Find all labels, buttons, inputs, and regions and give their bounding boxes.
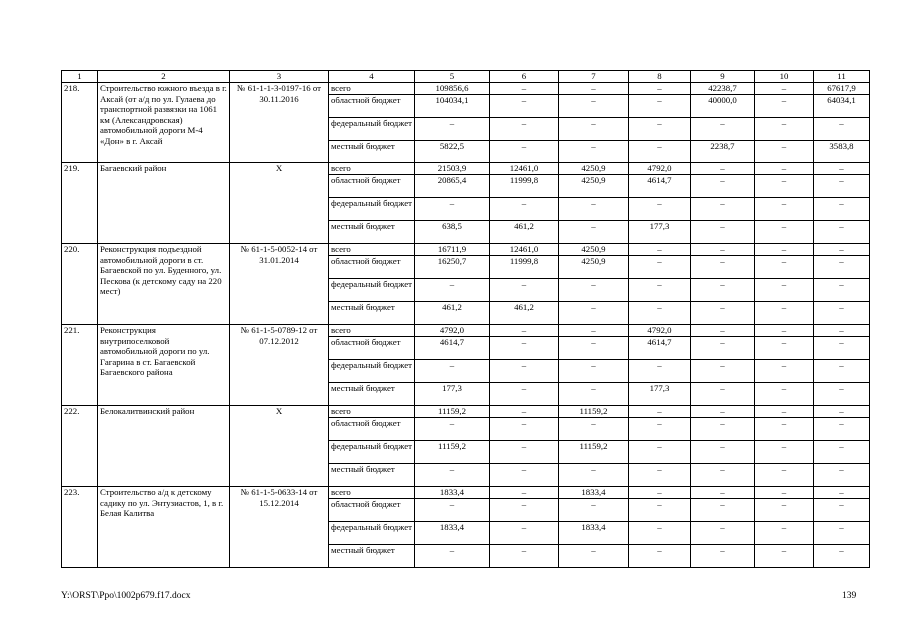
table-row <box>62 406 870 418</box>
amount-cell: – <box>755 418 814 441</box>
amount-cell: – <box>559 141 629 163</box>
amount-cell: – <box>415 360 490 383</box>
object-name: Строительство южного въезда в г. Аксай (от а/д по ул. Гулаева до транспортной развязки на 1061 км (Александровская) автомобильной дороги М-4 «Дон» в г. Аксай <box>98 83 230 163</box>
amount-cell: – <box>559 464 629 487</box>
amount-cell: – <box>691 499 755 522</box>
amount-cell: – <box>629 83 691 95</box>
amount-cell: – <box>490 418 559 441</box>
amount-cell: – <box>629 141 691 163</box>
funding-source: местный бюджет <box>329 545 415 568</box>
amount-cell: 4614,7 <box>415 337 490 360</box>
amount-cell: 4792,0 <box>415 325 490 337</box>
funding-source: областной бюджет <box>329 175 415 198</box>
table-row <box>62 325 870 337</box>
amount-cell: – <box>629 256 691 279</box>
amount-cell: – <box>755 118 814 141</box>
amount-cell: – <box>691 545 755 568</box>
column-header: 4 <box>329 71 415 83</box>
amount-cell: 40000,0 <box>691 95 755 118</box>
amount-cell: – <box>629 118 691 141</box>
amount-cell: 4792,0 <box>629 325 691 337</box>
amount-cell: 4250,9 <box>559 256 629 279</box>
amount-cell: – <box>559 383 629 406</box>
amount-cell: – <box>691 441 755 464</box>
funding-source: федеральный бюджет <box>329 198 415 221</box>
amount-cell: – <box>559 279 629 302</box>
amount-cell: – <box>629 360 691 383</box>
amount-cell: 42238,7 <box>691 83 755 95</box>
amount-cell: – <box>629 487 691 499</box>
amount-cell: – <box>691 198 755 221</box>
amount-cell: – <box>755 464 814 487</box>
funding-source: федеральный бюджет <box>329 441 415 464</box>
funding-source: местный бюджет <box>329 141 415 163</box>
file-path: Y:\ORST\Ppo\1002p679.f17.docx <box>61 591 191 601</box>
amount-cell: – <box>629 499 691 522</box>
funding-source: местный бюджет <box>329 464 415 487</box>
table-row <box>62 487 870 499</box>
column-header: 10 <box>755 71 814 83</box>
amount-cell: 104034,1 <box>415 95 490 118</box>
amount-cell: 4250,9 <box>559 175 629 198</box>
amount-cell: 177,3 <box>629 383 691 406</box>
amount-cell: – <box>814 198 870 221</box>
amount-cell: – <box>415 279 490 302</box>
amount-cell: 21503,9 <box>415 163 490 175</box>
object-name: Багаевский район <box>98 163 230 244</box>
amount-cell: – <box>629 522 691 545</box>
amount-cell: – <box>559 83 629 95</box>
budget-table <box>61 70 870 568</box>
amount-cell: 16711,9 <box>415 244 490 256</box>
amount-cell: 4614,7 <box>629 337 691 360</box>
amount-cell: – <box>755 302 814 325</box>
amount-cell: 4792,0 <box>629 163 691 175</box>
amount-cell: – <box>559 499 629 522</box>
funding-source: местный бюджет <box>329 302 415 325</box>
amount-cell: 4250,9 <box>559 244 629 256</box>
row-number: 218. <box>62 83 98 163</box>
amount-cell: – <box>755 221 814 244</box>
amount-cell: – <box>814 302 870 325</box>
amount-cell: – <box>691 175 755 198</box>
amount-cell: – <box>490 487 559 499</box>
amount-cell: 177,3 <box>415 383 490 406</box>
amount-cell: – <box>691 221 755 244</box>
amount-cell: 11999,8 <box>490 256 559 279</box>
amount-cell: – <box>415 418 490 441</box>
amount-cell: 64034,1 <box>814 95 870 118</box>
column-header: 7 <box>559 71 629 83</box>
amount-cell: 638,5 <box>415 221 490 244</box>
amount-cell: – <box>559 302 629 325</box>
amount-cell: – <box>490 118 559 141</box>
amount-cell: – <box>755 95 814 118</box>
amount-cell: – <box>559 545 629 568</box>
amount-cell: 1833,4 <box>415 487 490 499</box>
amount-cell: – <box>814 244 870 256</box>
amount-cell: – <box>814 418 870 441</box>
funding-source: областной бюджет <box>329 256 415 279</box>
amount-cell: 4614,7 <box>629 175 691 198</box>
amount-cell: – <box>755 279 814 302</box>
amount-cell: – <box>490 360 559 383</box>
amount-cell: – <box>755 360 814 383</box>
funding-source: федеральный бюджет <box>329 522 415 545</box>
funding-source: всего <box>329 244 415 256</box>
column-header: 2 <box>98 71 230 83</box>
amount-cell: 1833,4 <box>559 522 629 545</box>
table-row <box>62 163 870 175</box>
amount-cell: – <box>755 337 814 360</box>
amount-cell: – <box>691 464 755 487</box>
amount-cell: – <box>691 337 755 360</box>
amount-cell: – <box>755 141 814 163</box>
amount-cell: – <box>629 198 691 221</box>
amount-cell: – <box>629 418 691 441</box>
row-number: 222. <box>62 406 98 487</box>
amount-cell: – <box>559 325 629 337</box>
amount-cell: – <box>755 487 814 499</box>
row-number: 219. <box>62 163 98 244</box>
amount-cell: – <box>814 441 870 464</box>
amount-cell: – <box>490 198 559 221</box>
amount-cell: 11159,2 <box>559 406 629 418</box>
amount-cell: – <box>490 279 559 302</box>
document-number: Х <box>230 163 329 244</box>
amount-cell: – <box>755 441 814 464</box>
amount-cell: – <box>691 360 755 383</box>
amount-cell: – <box>814 360 870 383</box>
amount-cell: – <box>559 198 629 221</box>
funding-source: федеральный бюджет <box>329 279 415 302</box>
amount-cell: 461,2 <box>415 302 490 325</box>
amount-cell: – <box>629 441 691 464</box>
document-number: № 61-1-5-0052-14 от 31.01.2014 <box>230 244 329 325</box>
amount-cell: – <box>755 406 814 418</box>
amount-cell: – <box>490 95 559 118</box>
amount-cell: 4250,9 <box>559 163 629 175</box>
amount-cell: – <box>559 95 629 118</box>
amount-cell: – <box>691 302 755 325</box>
row-number: 223. <box>62 487 98 568</box>
amount-cell: – <box>559 418 629 441</box>
amount-cell: – <box>691 118 755 141</box>
amount-cell: – <box>629 406 691 418</box>
table-row <box>62 83 870 95</box>
amount-cell: – <box>755 256 814 279</box>
amount-cell: – <box>755 163 814 175</box>
row-number: 221. <box>62 325 98 406</box>
amount-cell: – <box>691 256 755 279</box>
amount-cell: – <box>559 118 629 141</box>
document-number: № 61-1-5-0633-14 от 15.12.2014 <box>230 487 329 568</box>
amount-cell: – <box>755 522 814 545</box>
amount-cell: – <box>755 383 814 406</box>
amount-cell: – <box>490 337 559 360</box>
funding-source: всего <box>329 406 415 418</box>
amount-cell: – <box>559 360 629 383</box>
amount-cell: 177,3 <box>629 221 691 244</box>
amount-cell: 12461,0 <box>490 163 559 175</box>
amount-cell: 20865,4 <box>415 175 490 198</box>
amount-cell: – <box>691 522 755 545</box>
amount-cell: 11159,2 <box>415 406 490 418</box>
amount-cell: – <box>691 406 755 418</box>
funding-source: областной бюджет <box>329 418 415 441</box>
amount-cell: – <box>629 95 691 118</box>
amount-cell: – <box>814 221 870 244</box>
document-number: Х <box>230 406 329 487</box>
amount-cell: 1833,4 <box>415 522 490 545</box>
object-name: Белокалитвинский район <box>98 406 230 487</box>
amount-cell: – <box>415 198 490 221</box>
amount-cell: – <box>691 279 755 302</box>
page-number: 139 <box>842 591 857 601</box>
amount-cell: – <box>490 545 559 568</box>
amount-cell: – <box>814 522 870 545</box>
amount-cell: 109856,6 <box>415 83 490 95</box>
funding-source: федеральный бюджет <box>329 360 415 383</box>
amount-cell: – <box>629 545 691 568</box>
amount-cell: – <box>814 163 870 175</box>
amount-cell: – <box>755 244 814 256</box>
amount-cell: – <box>490 141 559 163</box>
amount-cell: 461,2 <box>490 302 559 325</box>
amount-cell: – <box>814 406 870 418</box>
amount-cell: – <box>755 325 814 337</box>
column-header: 6 <box>490 71 559 83</box>
amount-cell: 16250,7 <box>415 256 490 279</box>
amount-cell: – <box>490 464 559 487</box>
amount-cell: – <box>559 337 629 360</box>
funding-source: федеральный бюджет <box>329 118 415 141</box>
amount-cell: – <box>490 83 559 95</box>
amount-cell: – <box>490 499 559 522</box>
funding-source: всего <box>329 163 415 175</box>
object-name: Реконструкция подъездной автомобильной дороги в ст. Багаевской по ул. Буденного, ул. Пескова (к детскому саду на 220 мест) <box>98 244 230 325</box>
object-name: Реконструкция внутрипоселковой автомобильной дороги по ул. Гагарина в ст. Багаевской Багаевского района <box>98 325 230 406</box>
column-header: 11 <box>814 71 870 83</box>
column-header: 3 <box>230 71 329 83</box>
amount-cell: – <box>415 464 490 487</box>
column-header: 1 <box>62 71 98 83</box>
amount-cell: – <box>814 325 870 337</box>
amount-cell: 5822,5 <box>415 141 490 163</box>
amount-cell: 11159,2 <box>415 441 490 464</box>
amount-cell: – <box>814 337 870 360</box>
amount-cell: – <box>814 487 870 499</box>
amount-cell: – <box>490 441 559 464</box>
amount-cell: – <box>490 522 559 545</box>
amount-cell: – <box>814 256 870 279</box>
funding-source: всего <box>329 83 415 95</box>
amount-cell: – <box>755 545 814 568</box>
amount-cell: 11159,2 <box>559 441 629 464</box>
amount-cell: – <box>691 383 755 406</box>
amount-cell: – <box>415 499 490 522</box>
amount-cell: – <box>490 325 559 337</box>
amount-cell: – <box>490 406 559 418</box>
amount-cell: – <box>629 279 691 302</box>
funding-source: всего <box>329 325 415 337</box>
funding-source: областной бюджет <box>329 95 415 118</box>
amount-cell: – <box>755 198 814 221</box>
column-number-row <box>62 71 870 83</box>
amount-cell: – <box>814 279 870 302</box>
amount-cell: – <box>814 464 870 487</box>
amount-cell: – <box>814 118 870 141</box>
amount-cell: 67617,9 <box>814 83 870 95</box>
amount-cell: – <box>629 244 691 256</box>
amount-cell: 3583,8 <box>814 141 870 163</box>
amount-cell: – <box>691 244 755 256</box>
amount-cell: – <box>415 118 490 141</box>
amount-cell: – <box>814 383 870 406</box>
funding-source: областной бюджет <box>329 337 415 360</box>
funding-source: местный бюджет <box>329 221 415 244</box>
amount-cell: – <box>629 464 691 487</box>
amount-cell: – <box>691 418 755 441</box>
document-number: № 61-1-5-0789-12 от 07.12.2012 <box>230 325 329 406</box>
funding-source: всего <box>329 487 415 499</box>
amount-cell: – <box>814 545 870 568</box>
amount-cell: – <box>691 487 755 499</box>
amount-cell: – <box>691 325 755 337</box>
amount-cell: – <box>755 499 814 522</box>
amount-cell: – <box>755 83 814 95</box>
amount-cell: 2238,7 <box>691 141 755 163</box>
column-header: 5 <box>415 71 490 83</box>
amount-cell: 12461,0 <box>490 244 559 256</box>
column-header: 9 <box>691 71 755 83</box>
column-header: 8 <box>629 71 691 83</box>
document-number: № 61-1-1-3-0197-16 от 30.11.2016 <box>230 83 329 163</box>
amount-cell: – <box>559 221 629 244</box>
object-name: Строительство а/д к детскому садику по ул. Энтузиастов, 1, в г. Белая Калитва <box>98 487 230 568</box>
amount-cell: – <box>691 163 755 175</box>
funding-source: областной бюджет <box>329 499 415 522</box>
amount-cell: – <box>629 302 691 325</box>
amount-cell: – <box>814 175 870 198</box>
amount-cell: 1833,4 <box>559 487 629 499</box>
funding-source: местный бюджет <box>329 383 415 406</box>
row-number: 220. <box>62 244 98 325</box>
amount-cell: 11999,8 <box>490 175 559 198</box>
amount-cell: – <box>814 499 870 522</box>
amount-cell: – <box>490 383 559 406</box>
amount-cell: 461,2 <box>490 221 559 244</box>
table-row <box>62 244 870 256</box>
amount-cell: – <box>755 175 814 198</box>
amount-cell: – <box>415 545 490 568</box>
